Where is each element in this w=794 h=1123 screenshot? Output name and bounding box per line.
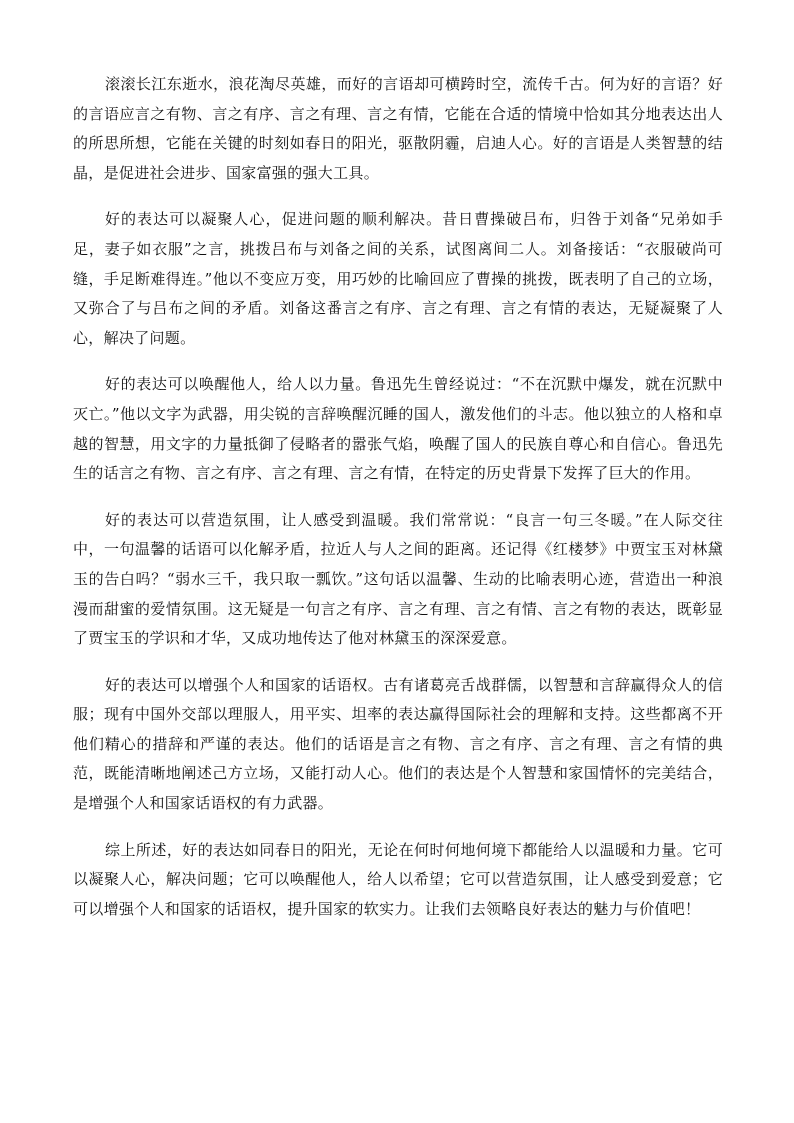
paragraph-unite-people: 好的表达可以凝聚人心，促进问题的顺利解决。昔日曹操破吕布，归咎于刘备“兄弟如手足，妻子如衣服”之言，挑拨吕布与刘备之间的关系，试图离间二人。刘备接话：“衣服破尚可缝，手足断难得连。”他以不变应万变，用巧妙的比喻回应了曹操的挑拨，既表明了自己的立场，又弥合了与吕布之间的矛盾。刘备这番言之有序、言之有理、言之有情的表达，无疑凝聚了人心，解决了问题。 [73, 210, 723, 347]
paragraph-discourse-power: 好的表达可以增强个人和国家的话语权。古有诸葛亮舌战群儒，以智慧和言辞赢得众人的信服；现有中国外交部以理服人，用平实、坦率的表达赢得国际社会的理解和支持。这些都离不开他们精心的措辞和严谨的表达。他们的话语是言之有物、言之有序、言之有理、言之有情的典范，既能清晰地阐述己方立场，又能打动人心。他们的表达是个人智慧和家国情怀的完美结合，是增强个人和国家话语权的有力武器。 [73, 675, 723, 813]
paragraph-awaken-others: 好的表达可以唤醒他人，给人以力量。鲁迅先生曾经说过：“不在沉默中爆发，就在沉默中灭亡。”他以文字为武器，用尖锐的言辞唤醒沉睡的国人，激发他们的斗志。他以独立的人格和卓越的智慧，用文字的力量抵御了侵略者的嚣张气焰，唤醒了国人的民族自尊心和自信心。鲁迅先生的话言之有物、言之有序、言之有理、言之有情，在特定的历史背景下发挥了巨大的作用。 [73, 375, 723, 483]
paragraph-conclusion: 综上所述，好的表达如同春日的阳光，无论在何时何地何境下都能给人以温暖和力量。它可以凝聚人心，解决问题；它可以唤醒他人，给人以希望；它可以营造氛围，让人感受到爱意；它可以增强个人和国家的话语权，提升国家的软实力。让我们去领略良好表达的魅力与价值吧！ [73, 840, 723, 918]
essay-body [73, 70, 723, 924]
paragraph-intro: 滚滚长江东逝水，浪花淘尽英雄，而好的言语却可横跨时空，流传千古。何为好的言语？好的言语应言之有物、言之有序、言之有理、言之有情，它能在合适的情境中恰如其分地表达出人的所思所想，它能在关键的时刻如春日的阳光，驱散阴霾，启迪人心。好的言语是人类智慧的结晶，是促进社会进步、国家富强的强大工具。 [73, 75, 723, 182]
paragraph-create-atmosphere: 好的表达可以营造氛围，让人感受到温暖。我们常常说：“良言一句三冬暖。”在人际交往中，一句温馨的话语可以化解矛盾，拉近人与人之间的距离。还记得《红楼梦》中贾宝玉对林黛玉的告白吗？“弱水三千，我只取一瓢饮。”这句话以温馨、生动的比喻表明心迹，营造出一种浪漫而甜蜜的爱情氛围。这无疑是一句言之有序、言之有理、言之有情、言之有物的表达，既彰显了贾宝玉的学识和才华，又成功地传达了他对林黛玉的深深爱意。 [73, 510, 723, 648]
